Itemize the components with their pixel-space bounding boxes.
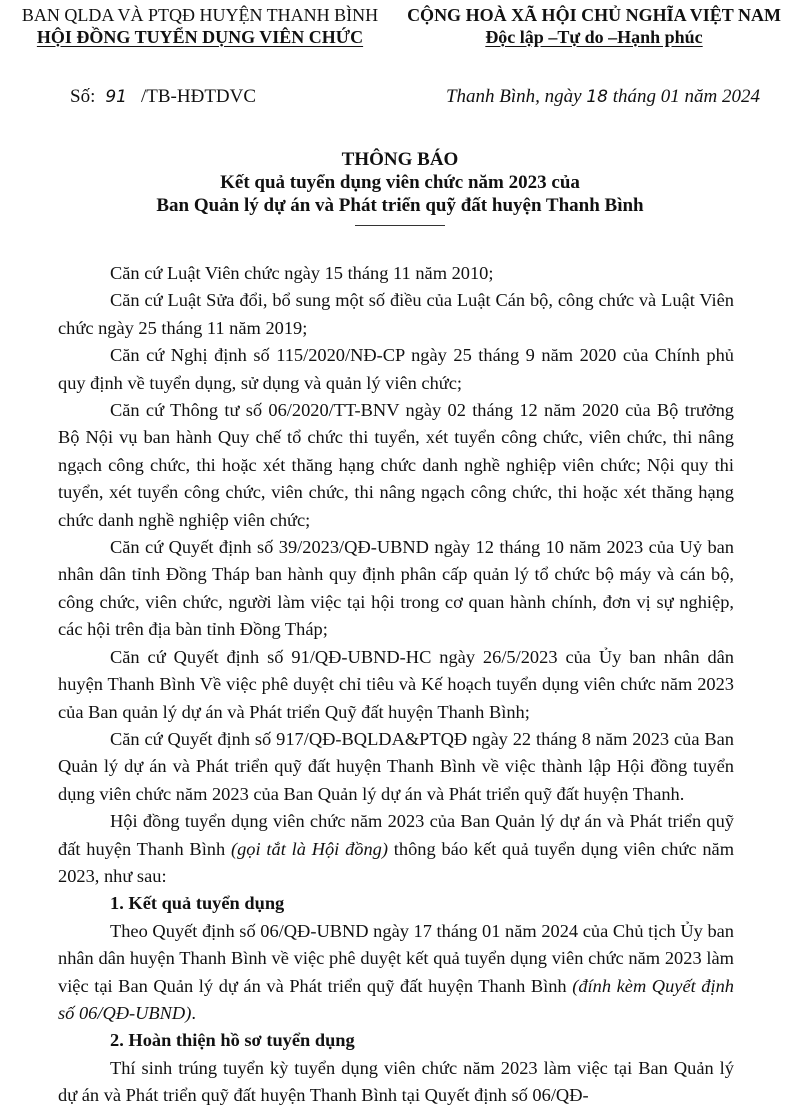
basis-paragraph: Căn cứ Quyết định số 91/QĐ-UBND-HC ngày 26/5/2023 của Ủy ban nhân dân huyện Thanh Bình Về việc phê duyệt chỉ tiêu và Kế hoạch tuyển dụng viên chức năm 2023 của Ban quản lý dự án và Phát triển Quỹ đất huyện Thanh Bình; xyxy=(58,646,734,722)
basis-paragraph: Căn cứ Luật Sửa đổi, bổ sung một số điều của Luật Cán bộ, công chức và Luật Viên chức ngày 25 tháng 11 năm 2019; xyxy=(58,290,734,338)
basis-paragraph: Căn cứ Quyết định số 39/2023/QĐ-UBND ngày 12 tháng 10 năm 2023 của Uỷ ban nhân dân tỉnh Đồng Tháp ban hành quy định phân cấp quản lý tổ chức bộ máy và cán bộ, công chức, viên chức, người làm việc tại hội trong cơ quan hành chính, đơn vị sự nghiệp, các hội trên địa bàn tỉnh Đồng Tháp; xyxy=(58,537,734,640)
basis-paragraph: Căn cứ Nghị định số 115/2020/NĐ-CP ngày 25 tháng 9 năm 2020 của Chính phủ quy định về tuyển dụng, sử dụng và quản lý viên chức; xyxy=(58,345,734,393)
basis-paragraph: Căn cứ Luật Viên chức ngày 15 tháng 11 năm 2010; xyxy=(110,263,494,283)
announcement-text: Hội đồng tuyển dụng viên chức năm 2023 của Ban Quản lý dự án và Phát triển quỹ đất huyện Thanh Bình xyxy=(58,811,734,859)
date-suffix: tháng 01 năm 2024 xyxy=(612,86,760,107)
document-type: THÔNG BÁO xyxy=(341,149,459,170)
section-heading-dossier: 2. Hoàn thiện hồ sơ tuyển dụng xyxy=(110,1030,355,1051)
handwritten-number: 91 xyxy=(105,87,127,107)
document-date xyxy=(446,86,760,108)
nation-motto: Độc lập –Tự do –Hạnh phúc xyxy=(485,27,703,47)
announcement-note: (gọi tắt là Hội đồng) xyxy=(230,838,388,859)
basis-paragraph: Căn cứ Thông tư số 06/2020/TT-BNV ngày 02 tháng 12 năm 2020 của Bộ trưởng Bộ Nội vụ ban hành Quy chế tổ chức thi tuyển, xét tuyển công chức, viên chức, thi nâng ngạch công chức, thi hoặc xét thăng hạng chức danh nghề nghiệp viên chức; Nội quy thi tuyển, xét tuyển công chức, viên chức, thi nâng ngạch công chức, thi hoặc xét thăng hạng chức danh nghề nghiệp viên chức; xyxy=(58,400,734,530)
handwritten-day: 18 xyxy=(586,87,608,107)
dossier-paragraph: Thí sinh trúng tuyển kỳ tuyển dụng viên chức năm 2023 làm việc tại Ban Quản lý dự án và Phát triển quỹ đất huyện Thanh Bình tại Quyết định số 06/QĐ- xyxy=(58,1057,734,1106)
number-suffix: /TB-HĐTDVC xyxy=(141,86,257,107)
document-body xyxy=(58,260,734,1110)
title-block xyxy=(0,148,800,226)
results-text-end: . xyxy=(191,1002,196,1023)
nation-name: CỘNG HOÀ XÃ HỘI CHỦ NGHĨA VIỆT NAM xyxy=(407,5,781,25)
results-text: Theo Quyết định số 06/QĐ-UBND ngày 17 tháng 01 năm 2024 của Chủ tịch Ủy ban nhân dân huyện Thanh Bình về việc phê duyệt kết quả tuyển dụng viên chức năm 2023 làm việc tại Ban Quản lý dự án và Phát triển quỹ đất huyện Thanh Bình xyxy=(58,920,734,996)
results-note: (đính kèm Quyết định số 06/QĐ-UBND) xyxy=(58,975,735,1023)
announcement-text-end: thông báo kết quả tuyển dụng viên chức năm 2023, như sau: xyxy=(58,838,735,886)
title-line-2: Ban Quản lý dự án và Phát triển quỹ đất huyện Thanh Bình xyxy=(156,195,644,216)
results-paragraph xyxy=(58,918,734,1028)
announcement-paragraph xyxy=(58,808,734,890)
document-number xyxy=(70,86,256,108)
agency-name: BAN QLDA VÀ PTQĐ HUYỆN THANH BÌNH xyxy=(21,5,379,25)
agency-header xyxy=(4,4,396,48)
national-header xyxy=(392,4,796,48)
basis-paragraph: Căn cứ Quyết định số 917/QĐ-BQLDA&PTQĐ ngày 22 tháng 8 năm 2023 của Ban Quản lý dự án và Phát triển quỹ đất huyện Thanh Bình về việc thành lập Hội đồng tuyển dụng viên chức năm 2023 của Ban Quản lý dự án và Phát triển quỹ đất huyện Thanh. xyxy=(58,728,734,804)
council-name: HỘI ĐỒNG TUYỂN DỤNG VIÊN CHỨC xyxy=(36,27,364,47)
number-prefix: Số: xyxy=(70,86,96,107)
title-divider xyxy=(355,225,445,226)
section-heading-results: 1. Kết quả tuyển dụng xyxy=(110,893,285,914)
title-line-1: Kết quả tuyển dụng viên chức năm 2023 của xyxy=(220,172,580,193)
date-prefix: Thanh Bình, ngày xyxy=(445,86,582,107)
